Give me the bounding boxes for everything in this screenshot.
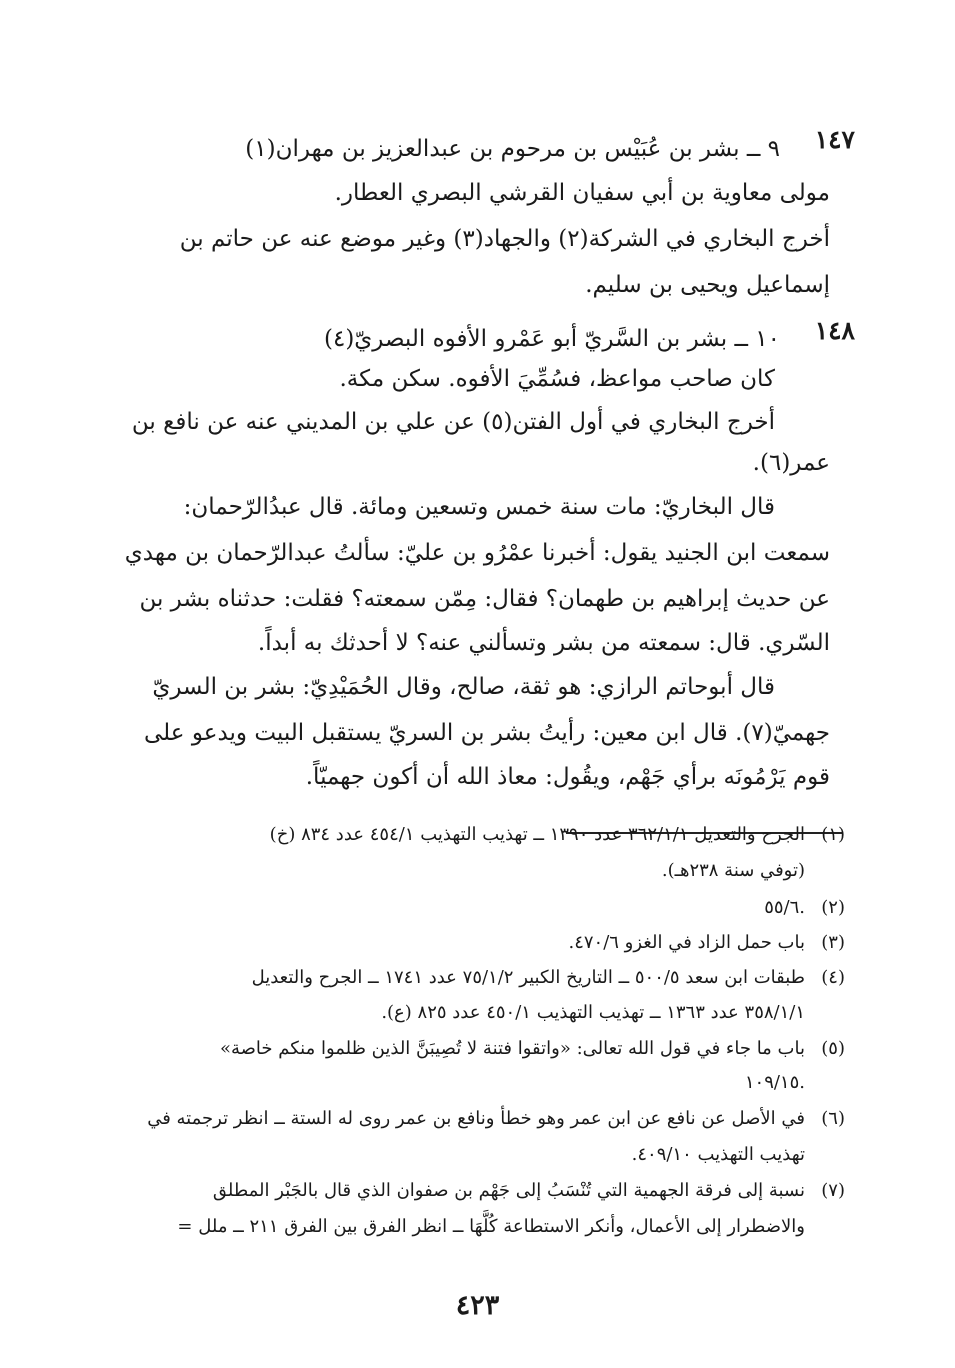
text-line: قوم يَرْمُونَه برأي جَهْم، ويقُول: معاذ الله أن أكون جهميّاً. — [305, 764, 830, 790]
footnote-line: ٥٥/٦. — [764, 897, 805, 918]
footnote-mark: (١) — [821, 824, 845, 845]
footnote-mark: (٥) — [821, 1038, 845, 1059]
text-line: مولى معاوية بن أبي سفيان القرشي البصري العطار. — [334, 180, 830, 206]
text-line: سمعت ابن الجنيد يقول: أخبرنا عمْرُو بن عليّ: سألتُ عبدالرّحمان بن مهدي — [124, 540, 830, 566]
text-line: أخرج البخاري في أول الفتن(٥) عن علي بن المديني عنه عن نافع بن — [131, 409, 775, 435]
footnote-mark: (٧) — [821, 1180, 845, 1201]
footnote-line: والاضطرار إلى الأعمال، وأنكر الاستطاعة كُلَّهَا ــ انظر الفرق بين الفرق ٢١١ ــ ملل = — [177, 1216, 805, 1237]
text-line: قال أبوحاتم الرازي: هو ثقة، صالح، وقال الحُمَيْدِيّ: بشر بن السريّ — [152, 674, 775, 700]
footnote-line: باب ما جاء في قول الله تعالى: «واتقوا فتنة لا تُصِيبَنَّ الذين ظلموا منكم خاصة» — [219, 1038, 805, 1059]
footnote-line: باب حمل الزاد في الغزو ٤٧٠/٦. — [568, 932, 805, 953]
footnote-line: تهذيب التهذيب ٤٠٩/١٠. — [631, 1144, 805, 1165]
footnote-line: في الأصل عن نافع عن ابن عمر وهو خطأ ونافع بن عمر روى له الستة ــ انظر ترجمته في — [147, 1108, 805, 1129]
text-line: قال البخاريّ: مات سنة خمس وتسعين ومائة. قال عبدُالرّحمان: — [183, 494, 775, 520]
footnote-line: الجرح والتعديل ٣٦٢/١/١ عدد ١٣٩٠ ــ تهذيب التهذيب ٤٥٤/١ عدد ٨٣٤ (خ) — [269, 824, 805, 845]
footnote-mark: (٤) — [821, 967, 845, 988]
entry-index-148: ١٤٨ — [814, 316, 855, 345]
page-number: ٤٢٣ — [455, 1290, 500, 1321]
text-line: كان صاحب مواعظ، فسُمِّيَ الأفوه. سكن مكة. — [339, 366, 775, 392]
entry-index-147: ١٤٧ — [814, 125, 855, 154]
footnote-line: نسبة إلى فرقة الجهمية التي تُنْسَبُ إلى جَهْم بن صفوان الذي قال بالجَبْر المطلق — [212, 1180, 805, 1201]
footnote-line: ٣٥٨/١/١ عدد ١٣٦٣ ــ تهذيب التهذيب ٤٥٠/١ عدد ٨٢٥ (ع). — [381, 1002, 805, 1023]
text-line: إسماعيل ويحيى بن سليم. — [585, 272, 830, 298]
text-line: السّري. قال: سمعته من بشر وتسألني عنه؟ لا أحدثك به أبداً. — [257, 630, 830, 656]
footnote-mark: (٢) — [821, 897, 845, 918]
footnote-line: (توفي سنة ٢٣٨هـ). — [661, 860, 805, 881]
text-line: عن حديث إبراهيم بن طهمان؟ فقال: مِمّن سمعته؟ فقلت: حدثناه بشر بن — [139, 586, 830, 612]
footnote-mark: (٦) — [821, 1108, 845, 1129]
text-line: أخرج البخاري في الشركة(٢) والجهاد(٣) وغير موضع عنه عن حاتم بن — [179, 226, 830, 252]
entry-heading: ٩ ــ بشر بن عُبَيْس بن مرحوم بن عبدالعزيز بن مهران(١) — [245, 136, 780, 162]
footnote-line: طبقات ابن سعد ٥٠٠/٥ ــ التاريخ الكبير ٧٥/١/٢ عدد ١٧٤١ ــ الجرح والتعديل — [251, 967, 805, 988]
entry-heading: ١٠ ــ بشر بن السَّريّ أبو عَمْرو الأفوه البصريّ(٤) — [323, 326, 780, 352]
text-line: جهميّ(٧). قال ابن معين: رأيتُ بشر بن السريّ يستقبل البيت ويدعو على — [144, 720, 830, 746]
text-line: عمر(٦). — [752, 450, 830, 476]
footnote-line: ١٠٩/١٥. — [744, 1072, 805, 1093]
footnote-mark: (٣) — [821, 932, 845, 953]
